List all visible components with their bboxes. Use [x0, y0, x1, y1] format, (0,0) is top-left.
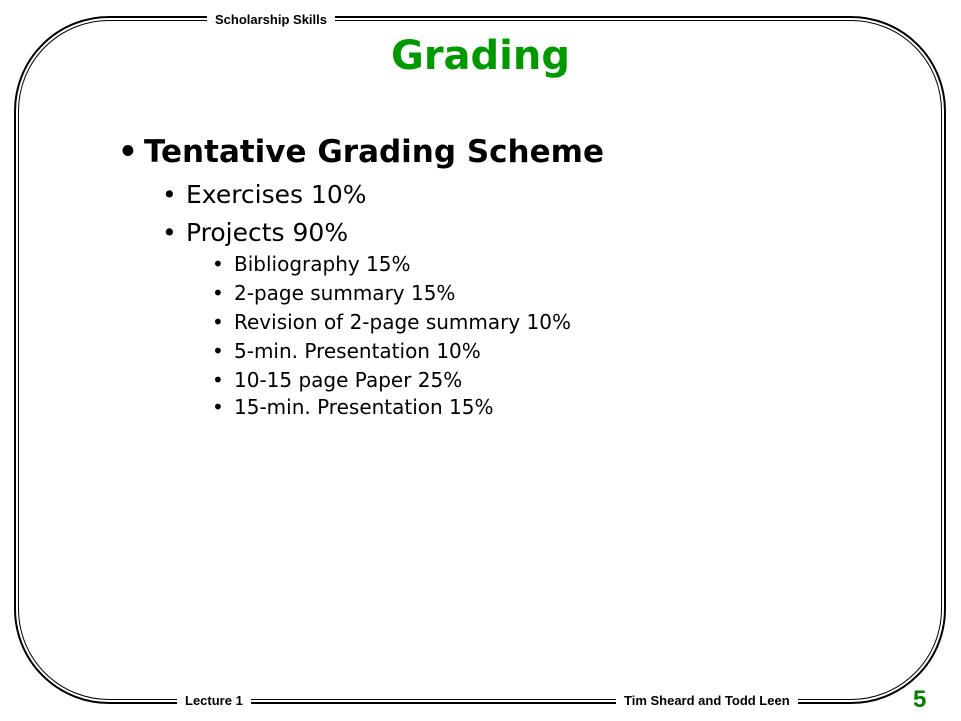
- project-item-text: 5-min. Presentation 10%: [234, 339, 481, 363]
- bullet-icon: •: [212, 252, 224, 276]
- project-item-text: Bibliography 15%: [234, 252, 411, 276]
- authors-label: Tim Sheard and Todd Leen: [616, 693, 798, 709]
- sub-bullet: [162, 180, 367, 209]
- project-item-text: 10-15 page Paper 25%: [234, 368, 463, 392]
- bullet-icon: •: [212, 395, 224, 419]
- bullet-icon: •: [162, 218, 177, 247]
- project-item-text: 2-page summary 15%: [234, 281, 456, 305]
- project-item: [212, 395, 494, 419]
- page-number: 5: [913, 686, 927, 713]
- bullet-icon: •: [162, 180, 177, 209]
- sub-bullet-text: Exercises 10%: [186, 180, 367, 209]
- main-bullet-text: Tentative Grading Scheme: [144, 134, 604, 170]
- project-item: [212, 252, 411, 276]
- sub-bullet-text: Projects 90%: [186, 218, 349, 247]
- sub-bullet: [162, 218, 348, 247]
- project-item: [212, 281, 455, 305]
- course-label: Scholarship Skills: [207, 12, 335, 28]
- main-bullet: [118, 134, 604, 170]
- bullet-icon: •: [212, 339, 224, 363]
- project-item: [212, 368, 462, 392]
- project-item: [212, 310, 571, 334]
- lecture-label: Lecture 1: [177, 693, 251, 709]
- slide-title: Grading: [390, 33, 570, 79]
- bullet-icon: •: [212, 281, 224, 305]
- project-item-text: 15-min. Presentation 15%: [234, 395, 494, 419]
- bullet-icon: •: [118, 134, 138, 170]
- bullet-icon: •: [212, 310, 224, 334]
- bullet-icon: •: [212, 368, 224, 392]
- project-item: [212, 339, 481, 363]
- project-item-text: Revision of 2-page summary 10%: [234, 310, 572, 334]
